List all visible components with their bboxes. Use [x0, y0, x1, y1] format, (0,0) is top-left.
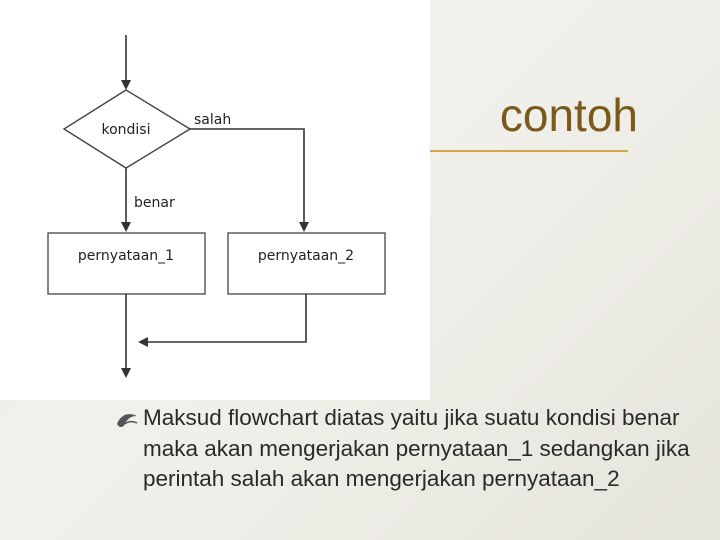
title-underline-rule: [430, 150, 628, 152]
fleuron-bullet-icon: [115, 408, 139, 428]
process-1-label: pernyataan_1: [77, 248, 175, 264]
slide-title: contoh: [499, 89, 638, 141]
body-paragraph: [143, 403, 703, 495]
process-2-label: pernyataan_2: [257, 248, 355, 264]
merge-line-right: [140, 294, 306, 342]
false-branch-connector: [190, 129, 304, 230]
flowchart-diagram: [0, 0, 430, 400]
body-text: Maksud flowchart diatas yaitu jika suatu kondisi benar maka akan mengerjakan pernyataan_1 sedangkan jika perintah salah akan mengerjakan pernyataan_2: [143, 405, 690, 491]
true-branch-label: benar: [134, 195, 175, 211]
flowchart-panel: [0, 0, 430, 400]
decision-label: kondisi: [101, 122, 151, 138]
false-branch-label: salah: [194, 112, 232, 128]
